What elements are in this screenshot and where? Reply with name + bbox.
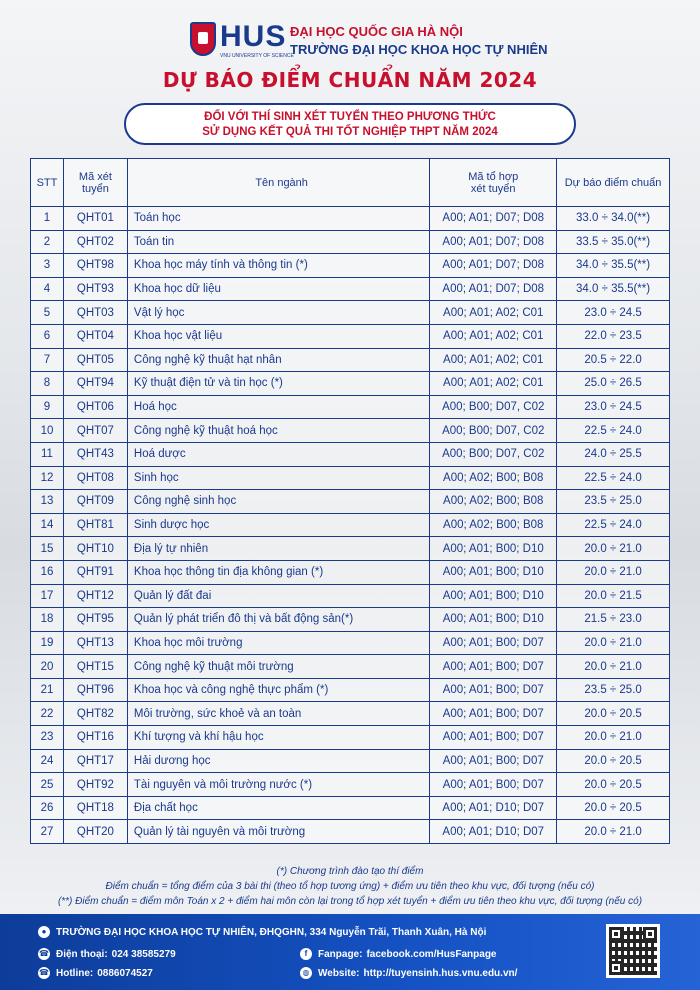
- hus-logo: [190, 20, 294, 64]
- note-line2: Điểm chuẩn = tổng điểm của 3 bài thi (theo tổ hợp tương ứng) + điểm ưu tiên theo khu vực, đối tượng (nếu có): [105, 881, 595, 892]
- row-ten: Quản lý phát triển đô thị và bất động sản(*): [127, 608, 429, 632]
- row-diem: 20.0 ÷ 20.5: [557, 749, 670, 773]
- notes: [0, 864, 700, 909]
- row-ten: Toán học: [127, 207, 429, 231]
- row-ma: QHT18: [63, 796, 127, 820]
- row-tohop: A00; A01; B00; D10: [430, 608, 557, 632]
- table-row: [31, 537, 670, 561]
- row-ten: Khí tượng và khí hậu học: [127, 726, 429, 750]
- row-ma: QHT20: [63, 820, 127, 844]
- row-ten: Hải dương học: [127, 749, 429, 773]
- globe-icon: ◍: [300, 967, 312, 979]
- qr-corner: [643, 927, 657, 941]
- footer-phone-value[interactable]: 024 38585279: [111, 948, 176, 960]
- row-ten: Khoa học thông tin địa không gian (*): [127, 560, 429, 584]
- row-tohop: A00; A01; A02; C01: [430, 372, 557, 396]
- university-name-line2: TRƯỜNG ĐẠI HỌC KHOA HỌC TỰ NHIÊN: [290, 42, 548, 57]
- footer-fanpage-link[interactable]: facebook.com/HusFanpage: [366, 948, 497, 960]
- note-line1: (*) Chương trình đào tạo thí điểm: [276, 866, 424, 877]
- row-ma: QHT92: [63, 773, 127, 797]
- row-tohop: A00; A01; D07; D08: [430, 230, 557, 254]
- subtitle-box: [124, 103, 576, 145]
- row-stt: 10: [31, 419, 64, 443]
- row-tohop: A00; A01; D10; D07: [430, 820, 557, 844]
- university-name-line1: ĐẠI HỌC QUỐC GIA HÀ NỘI: [290, 24, 463, 39]
- row-stt: 23: [31, 726, 64, 750]
- row-ten: Vật lý học: [127, 301, 429, 325]
- row-tohop: A00; A01; B00; D10: [430, 584, 557, 608]
- subtitle-line2: SỬ DỤNG KẾT QUẢ THI TỐT NGHIỆP THPT NĂM 2024: [202, 126, 498, 138]
- row-diem: 33.0 ÷ 34.0(**): [557, 207, 670, 231]
- row-diem: 20.0 ÷ 21.0: [557, 560, 670, 584]
- row-stt: 14: [31, 513, 64, 537]
- row-ten: Tài nguyên và môi trường nước (*): [127, 773, 429, 797]
- row-diem: 23.5 ÷ 25.0: [557, 490, 670, 514]
- footer-address-text: TRƯỜNG ĐẠI HỌC KHOA HỌC TỰ NHIÊN, ĐHQGHN, 334 Nguyễn Trãi, Thanh Xuân, Hà Nội: [56, 926, 487, 938]
- footer-fanpage: [300, 948, 496, 960]
- row-ma: QHT03: [63, 301, 127, 325]
- row-stt: 7: [31, 348, 64, 372]
- header-tohop: [430, 159, 557, 207]
- qr-corner: [609, 927, 623, 941]
- row-tohop: A00; A02; B00; B08: [430, 513, 557, 537]
- row-stt: 8: [31, 372, 64, 396]
- row-tohop: A00; A01; B00; D07: [430, 749, 557, 773]
- header-tohop-line1: Mã tổ hợp: [468, 170, 519, 183]
- row-tohop: A00; A01; D07; D08: [430, 207, 557, 231]
- table-row: [31, 560, 670, 584]
- note-line3: (**) Điểm chuẩn = điểm môn Toán x 2 + điểm hai môn còn lại trong tổ hợp xét tuyển + điểm ưu tiên theo khu vực, đối tượng (nếu có): [57, 896, 643, 907]
- cutoff-table: [30, 158, 670, 844]
- row-ten: Khoa học vật liệu: [127, 324, 429, 348]
- shield-icon: [190, 22, 216, 56]
- row-tohop: A00; B00; D07, C02: [430, 395, 557, 419]
- row-tohop: A00; A01; B00; D07: [430, 726, 557, 750]
- logo-subtext: VNU UNIVERSITY OF SCIENCE: [220, 53, 294, 59]
- facebook-icon: f: [300, 948, 312, 960]
- row-diem: 20.5 ÷ 22.0: [557, 348, 670, 372]
- table-row: [31, 726, 670, 750]
- row-stt: 9: [31, 395, 64, 419]
- row-stt: 16: [31, 560, 64, 584]
- row-diem: 33.5 ÷ 35.0(**): [557, 230, 670, 254]
- footer-website-link[interactable]: http://tuyensinh.hus.vnu.edu.vn/: [363, 967, 518, 979]
- header-diem: Dự báo điểm chuẩn: [557, 159, 670, 207]
- row-diem: 20.0 ÷ 20.5: [557, 796, 670, 820]
- footer-website: [300, 967, 517, 979]
- row-diem: 20.0 ÷ 20.5: [557, 773, 670, 797]
- row-tohop: A00; A02; B00; B08: [430, 466, 557, 490]
- row-diem: 24.0 ÷ 25.5: [557, 442, 670, 466]
- row-ma: QHT12: [63, 584, 127, 608]
- table-row: [31, 348, 670, 372]
- header-ma: [63, 159, 127, 207]
- location-pin-icon: ●: [38, 926, 50, 938]
- header: [0, 18, 700, 68]
- row-tohop: A00; A01; A02; C01: [430, 324, 557, 348]
- row-tohop: A00; A01; D07; D08: [430, 254, 557, 278]
- row-stt: 20: [31, 655, 64, 679]
- table-row: [31, 584, 670, 608]
- row-stt: 26: [31, 796, 64, 820]
- row-tohop: A00; A01; A02; C01: [430, 301, 557, 325]
- table-row: [31, 230, 670, 254]
- row-stt: 2: [31, 230, 64, 254]
- table-header-row: [31, 159, 670, 207]
- row-ma: QHT13: [63, 631, 127, 655]
- row-stt: 17: [31, 584, 64, 608]
- row-ten: Sinh dược học: [127, 513, 429, 537]
- logo-text: HUS: [220, 20, 287, 53]
- row-diem: 22.5 ÷ 24.0: [557, 513, 670, 537]
- footer-phone-label: Điện thoại:: [56, 948, 108, 960]
- row-ma: QHT93: [63, 277, 127, 301]
- subtitle-line1: ĐỐI VỚI THÍ SINH XÉT TUYỂN THEO PHƯƠNG THỨC: [204, 111, 496, 123]
- row-ma: QHT43: [63, 442, 127, 466]
- row-ten: Khoa học dữ liệu: [127, 277, 429, 301]
- row-diem: 21.5 ÷ 23.0: [557, 608, 670, 632]
- row-stt: 5: [31, 301, 64, 325]
- row-ten: Quản lý đất đai: [127, 584, 429, 608]
- table-row: [31, 749, 670, 773]
- qr-corner: [609, 961, 623, 975]
- row-diem: 22.0 ÷ 23.5: [557, 324, 670, 348]
- row-stt: 11: [31, 442, 64, 466]
- table-row: [31, 372, 670, 396]
- row-ma: QHT05: [63, 348, 127, 372]
- footer-hotline: [38, 967, 153, 979]
- row-stt: 22: [31, 702, 64, 726]
- row-tohop: A00; A01; A02; C01: [430, 348, 557, 372]
- row-diem: 20.0 ÷ 21.0: [557, 655, 670, 679]
- table-row: [31, 324, 670, 348]
- row-stt: 3: [31, 254, 64, 278]
- row-ma: QHT09: [63, 490, 127, 514]
- table-row: [31, 702, 670, 726]
- row-tohop: A00; A01; B00; D07: [430, 655, 557, 679]
- row-ma: QHT81: [63, 513, 127, 537]
- row-diem: 20.0 ÷ 21.0: [557, 537, 670, 561]
- footer: [0, 914, 700, 990]
- row-tohop: A00; A01; D07; D08: [430, 277, 557, 301]
- row-ma: QHT95: [63, 608, 127, 632]
- row-ten: Khoa học môi trường: [127, 631, 429, 655]
- row-diem: 23.0 ÷ 24.5: [557, 395, 670, 419]
- footer-hotline-label: Hotline:: [56, 967, 94, 979]
- row-tohop: A00; A01; B00; D07: [430, 631, 557, 655]
- table-row: [31, 466, 670, 490]
- header-ten: Tên ngành: [127, 159, 429, 207]
- table-row: [31, 207, 670, 231]
- row-ten: Quản lý tài nguyên và môi trường: [127, 820, 429, 844]
- row-diem: 22.5 ÷ 24.0: [557, 466, 670, 490]
- row-stt: 27: [31, 820, 64, 844]
- qr-code[interactable]: [606, 924, 660, 978]
- table-row: [31, 419, 670, 443]
- row-ma: QHT08: [63, 466, 127, 490]
- table-row: [31, 608, 670, 632]
- row-ma: QHT98: [63, 254, 127, 278]
- header-stt: STT: [31, 159, 64, 207]
- row-ma: QHT02: [63, 230, 127, 254]
- footer-website-label: Website:: [318, 967, 360, 979]
- row-tohop: A00; A01; B00; D07: [430, 773, 557, 797]
- row-diem: 20.0 ÷ 21.0: [557, 631, 670, 655]
- row-ma: QHT15: [63, 655, 127, 679]
- phone-icon: ☎: [39, 968, 49, 977]
- qr-pattern: [609, 927, 657, 975]
- table-row: [31, 513, 670, 537]
- table-row: [31, 442, 670, 466]
- row-diem: 25.0 ÷ 26.5: [557, 372, 670, 396]
- row-ten: Khoa học và công nghệ thực phẩm (*): [127, 678, 429, 702]
- footer-phone: [38, 948, 176, 960]
- row-diem: 20.0 ÷ 21.0: [557, 820, 670, 844]
- table-row: [31, 254, 670, 278]
- row-tohop: A00; B00; D07, C02: [430, 419, 557, 443]
- row-stt: 24: [31, 749, 64, 773]
- row-stt: 1: [31, 207, 64, 231]
- row-stt: 15: [31, 537, 64, 561]
- row-tohop: A00; A01; B00; D10: [430, 560, 557, 584]
- phone-icon: ☎: [39, 949, 49, 958]
- row-ten: Công nghệ sinh học: [127, 490, 429, 514]
- page-title: DỰ BÁO ĐIỂM CHUẨN NĂM 2024: [162, 68, 538, 92]
- row-diem: 34.0 ÷ 35.5(**): [557, 254, 670, 278]
- table-row: [31, 301, 670, 325]
- row-ten: Toán tin: [127, 230, 429, 254]
- row-ten: Địa lý tự nhiên: [127, 537, 429, 561]
- table-row: [31, 395, 670, 419]
- table-row: [31, 490, 670, 514]
- row-ma: QHT16: [63, 726, 127, 750]
- row-diem: 20.0 ÷ 21.5: [557, 584, 670, 608]
- row-diem: 34.0 ÷ 35.5(**): [557, 277, 670, 301]
- header-ma-line1: Mã xét: [78, 170, 112, 183]
- footer-address: [38, 926, 486, 938]
- row-stt: 12: [31, 466, 64, 490]
- row-ten: Môi trường, sức khoẻ và an toàn: [127, 702, 429, 726]
- table-row: [31, 773, 670, 797]
- row-ten: Kỹ thuật điện tử và tin học (*): [127, 372, 429, 396]
- row-diem: 23.0 ÷ 24.5: [557, 301, 670, 325]
- row-stt: 25: [31, 773, 64, 797]
- row-stt: 4: [31, 277, 64, 301]
- row-ten: Địa chất học: [127, 796, 429, 820]
- row-diem: 20.0 ÷ 20.5: [557, 702, 670, 726]
- row-ma: QHT82: [63, 702, 127, 726]
- row-ma: QHT91: [63, 560, 127, 584]
- row-ten: Sinh học: [127, 466, 429, 490]
- footer-fanpage-label: Fanpage:: [318, 948, 363, 960]
- table-row: [31, 655, 670, 679]
- row-ten: Hoá học: [127, 395, 429, 419]
- row-ma: QHT06: [63, 395, 127, 419]
- table-row: [31, 631, 670, 655]
- row-ten: Hoá dược: [127, 442, 429, 466]
- row-stt: 13: [31, 490, 64, 514]
- row-tohop: A00; A01; B00; D07: [430, 678, 557, 702]
- header-tohop-line2: xét tuyển: [470, 182, 516, 195]
- row-ma: QHT04: [63, 324, 127, 348]
- row-ten: Công nghệ kỹ thuật môi trường: [127, 655, 429, 679]
- row-ma: QHT17: [63, 749, 127, 773]
- row-stt: 18: [31, 608, 64, 632]
- row-tohop: A00; A01; D10; D07: [430, 796, 557, 820]
- row-ma: QHT96: [63, 678, 127, 702]
- row-ma: QHT07: [63, 419, 127, 443]
- row-diem: 23.5 ÷ 25.0: [557, 678, 670, 702]
- row-diem: 22.5 ÷ 24.0: [557, 419, 670, 443]
- row-ma: QHT94: [63, 372, 127, 396]
- row-tohop: A00; A01; B00; D07: [430, 702, 557, 726]
- row-stt: 21: [31, 678, 64, 702]
- row-ten: Khoa học máy tính và thông tin (*): [127, 254, 429, 278]
- row-tohop: A00; A01; B00; D10: [430, 537, 557, 561]
- header-ma-line2: tuyển: [81, 182, 109, 195]
- table-row: [31, 277, 670, 301]
- row-tohop: A00; A02; B00; B08: [430, 490, 557, 514]
- row-ma: QHT10: [63, 537, 127, 561]
- row-stt: 6: [31, 324, 64, 348]
- table-row: [31, 678, 670, 702]
- row-ten: Công nghệ kỹ thuật hạt nhân: [127, 348, 429, 372]
- row-tohop: A00; B00; D07, C02: [430, 442, 557, 466]
- row-stt: 19: [31, 631, 64, 655]
- table-row: [31, 796, 670, 820]
- row-diem: 20.0 ÷ 21.0: [557, 726, 670, 750]
- row-ma: QHT01: [63, 207, 127, 231]
- row-ten: Công nghệ kỹ thuật hoá học: [127, 419, 429, 443]
- footer-hotline-value[interactable]: 0886074527: [97, 967, 153, 979]
- table-row: [31, 820, 670, 844]
